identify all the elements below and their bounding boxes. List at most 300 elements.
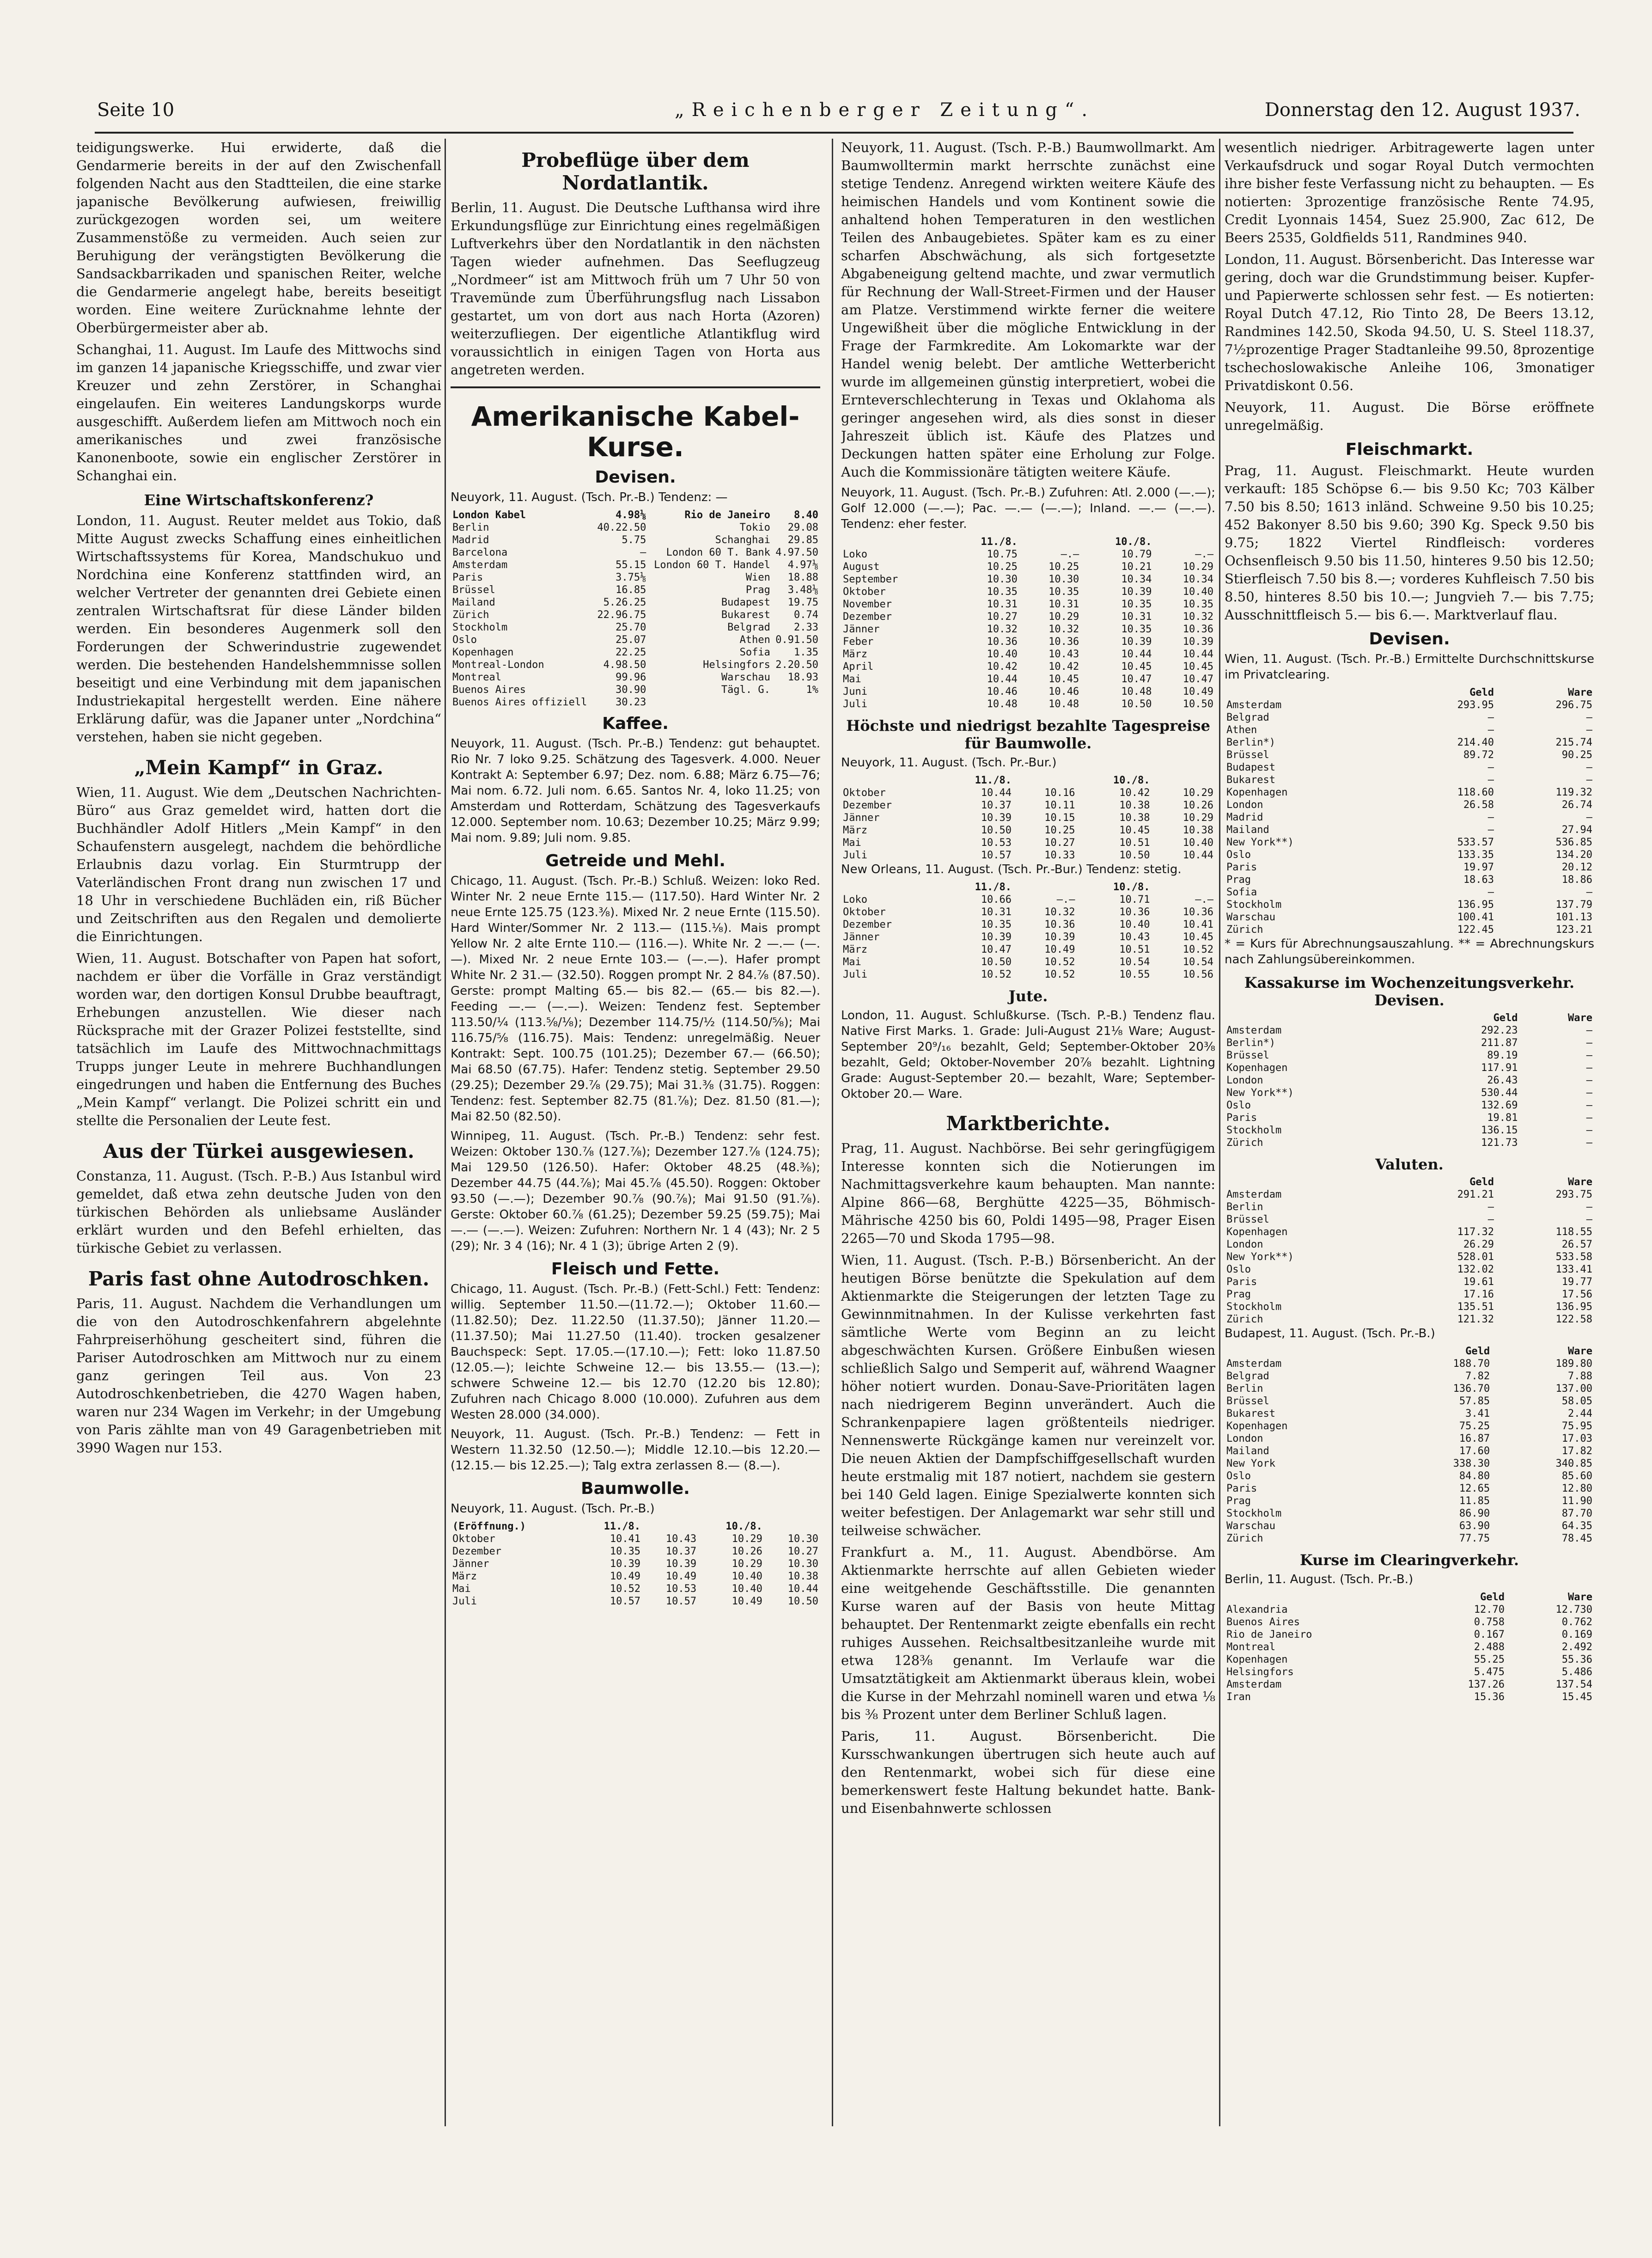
table-cell	[1019, 536, 1081, 548]
table-cell: 10.46	[987, 686, 1018, 698]
table-cell: Brüssel	[1226, 1050, 1269, 1061]
table-cell: Prag	[745, 584, 770, 596]
table-cell: 10.29	[732, 1558, 762, 1570]
table-cell: 10.25	[1044, 825, 1075, 836]
table-cell: 86.90	[1459, 1508, 1490, 1519]
table-cell: 4.98.50	[603, 659, 646, 671]
table-cell: 75.95	[1561, 1420, 1592, 1432]
table-cell	[764, 1520, 820, 1533]
table-cell: —	[1487, 824, 1494, 836]
table-cell: —.—	[1195, 894, 1213, 906]
table-row	[451, 684, 820, 696]
table-cell: Mai	[843, 837, 861, 849]
table-cell: 25.07	[616, 634, 646, 646]
table-row	[451, 571, 820, 584]
table-cell: 10.33	[1044, 850, 1075, 861]
table-row	[1225, 1520, 1594, 1532]
header-rule	[95, 132, 1573, 134]
table-row	[841, 623, 1215, 636]
table-row	[841, 548, 1215, 561]
table-row	[1225, 1666, 1594, 1678]
table-row	[451, 1558, 820, 1570]
table-cell: 133.35	[1457, 849, 1494, 861]
table-cell: 10.44	[1183, 850, 1213, 861]
table-row	[1225, 1358, 1594, 1370]
table-row	[841, 598, 1215, 611]
table-row	[1225, 924, 1594, 936]
table-cell: 10.41	[1183, 919, 1213, 930]
table-cell: Paris	[452, 572, 483, 583]
article-text: Paris, 11. August. Nachdem die Verhandlungen um die von den Autodroschkenfahrern abgelehnte Fahrpreiserhöhung gescheitert sind, führen die Pariser Autodroschken am Mittwoch nur zu einem ganz geringen Teil aus. Von 23 Autodroschkenbetrieben, die 4270 Wagen haben, waren nur 234 Wagen im Verkehr; in der Umgebung von Paris zählte man von 49 Garagenbetrieben mit 3990 Wagen nur 153.	[76, 1296, 441, 1456]
table-cell: 536.85	[1555, 837, 1592, 848]
table-row	[1225, 1591, 1594, 1603]
table-row	[1225, 1263, 1594, 1276]
table-cell	[1013, 881, 1077, 893]
table-row	[451, 634, 820, 646]
table-row	[451, 584, 820, 596]
table-cell: Kopenhagen	[1226, 1420, 1288, 1432]
table-cell: Mailand	[452, 597, 495, 608]
table-row	[1225, 736, 1594, 749]
issue-date: Donnerstag den 12. August 1937.	[1264, 99, 1580, 121]
table-cell: 4.97.50	[775, 547, 818, 558]
article-text: Paris, 11. August. Börsenbericht. Die Kursschwankungen übertrugen sich heute auch auf den Rentenmarkt, wobei sich für diese eine bemerkenswert feste Haltung bekundet hatte. Bank- und Eisenbahnwerte schlossen	[841, 1728, 1215, 1816]
table-cell: 10.39	[1121, 586, 1152, 598]
column-divider	[1219, 139, 1220, 2126]
table-cell: Ware	[1568, 687, 1592, 698]
table-cell: Feber	[843, 636, 874, 648]
table-cell: 136.15	[1481, 1125, 1518, 1136]
table-cell: 19.61	[1463, 1276, 1494, 1288]
table-cell: Jänner	[843, 931, 880, 943]
table-row	[1225, 1532, 1594, 1545]
table-cell: 10.34	[1183, 574, 1213, 585]
table-cell: —	[1487, 812, 1494, 823]
section-heading: Fleischmarkt.	[1345, 440, 1474, 459]
table-row	[841, 648, 1215, 661]
table-cell: 11.85	[1459, 1495, 1490, 1507]
table-row	[1225, 1470, 1594, 1482]
table-cell: 528.01	[1457, 1251, 1494, 1263]
table-cell: 10.43	[1119, 931, 1150, 943]
table-cell: 119.32	[1555, 787, 1592, 798]
table-row	[451, 1570, 820, 1583]
table-cell: New York	[1226, 1458, 1275, 1469]
table-cell: 11./8.	[603, 1521, 641, 1532]
table-cell: 10.40	[987, 649, 1018, 660]
table-cell: Madrid	[1226, 812, 1263, 823]
table-cell: Oslo	[1226, 1264, 1251, 1275]
table-row	[1225, 1288, 1594, 1301]
table-cell: 338.30	[1453, 1458, 1490, 1469]
table-cell: Mai	[843, 956, 861, 968]
table-cell: Stockholm	[452, 622, 508, 633]
table-cell: Juli	[843, 698, 867, 710]
table-cell: November	[843, 599, 892, 610]
table-cell: Athen	[739, 634, 770, 646]
table-cell: 10.45	[1121, 661, 1152, 673]
table-cell: Helsingfors	[703, 659, 770, 671]
table-row	[451, 659, 820, 671]
table-cell: 10.29	[1183, 812, 1213, 824]
report-line: Neuyork, 11. August. (Tsch. Pr.-B.) Tendenz: —	[451, 490, 728, 504]
table-row	[1225, 1176, 1594, 1188]
article-heading: Eine Wirtschaftskonferenz?	[144, 491, 374, 509]
table-cell: Oslo	[1226, 1100, 1251, 1111]
table-cell	[1152, 774, 1215, 787]
article-text: Neuyork, 11. August. Die Börse eröffnete unregelmäßig.	[1225, 399, 1594, 433]
table-row	[1225, 786, 1594, 799]
table-cell: —	[1586, 812, 1592, 823]
table-cell: 78.45	[1561, 1533, 1592, 1544]
table-cell: 10.39	[1121, 636, 1152, 648]
table-cell: 136.70	[1453, 1383, 1490, 1395]
table-cell: 10.75	[987, 549, 1018, 560]
table-row	[1225, 1024, 1594, 1037]
table-cell: Tokio	[739, 522, 770, 533]
table-cell: 0.169	[1561, 1629, 1592, 1640]
table-cell: 135.51	[1457, 1301, 1494, 1313]
table-cell: —	[1586, 1214, 1592, 1225]
table-cell: Tägl. G.	[721, 684, 770, 696]
table-cell: 340.85	[1555, 1458, 1592, 1469]
table-cell: September	[843, 574, 898, 585]
table-row	[1225, 749, 1594, 761]
table-cell: 10.25	[987, 561, 1018, 573]
table-cell: Rio de Janeiro	[684, 509, 770, 521]
table-cell: Stockholm	[1226, 1125, 1282, 1136]
table-cell: 18.86	[1561, 874, 1592, 886]
table-cell: 10.49	[1044, 944, 1075, 955]
table-cell: 55.25	[1474, 1654, 1505, 1665]
table-row	[1225, 1457, 1594, 1470]
article-text: Wien, 11. August. Botschafter von Papen hat sofort, nachdem er über die Vorfälle in Graz verständigt worden war, den dortigen Konsul Drubbe beauftragt, Erhebungen anzustellen. Wie dieser nach Rücksprache mit der Grazer Polizei feststellte, sind tatsächlich im Laufe des Mittwochnachmittags Trupps junger Leute in mehrere Buchhandlungen eingedrungen und haben die Entfernung des Buches „Mein Kampf“ verlangt. Die Polizei schritt ein und stellte die Personalien der Leute fest.	[76, 950, 441, 1128]
table-cell: 10.37	[981, 800, 1012, 811]
table-cell	[1225, 686, 1397, 699]
table-cell: Sofia	[1226, 887, 1257, 898]
table-cell: 121.73	[1481, 1137, 1518, 1149]
table-cell: 10.30	[1049, 574, 1079, 585]
table-cell: 10.32	[1049, 624, 1079, 635]
table-cell: 10.38	[1183, 825, 1213, 836]
table-cell: 10.32	[1183, 611, 1213, 623]
table-cell: Mai	[843, 673, 861, 685]
table-row	[1225, 861, 1594, 874]
table-cell: 211.87	[1481, 1037, 1518, 1049]
column-3	[841, 139, 1215, 2219]
table-cell: —	[1487, 762, 1494, 773]
table-cell: 5.75	[622, 534, 646, 546]
table-row	[841, 673, 1215, 685]
table-cell: —	[1586, 774, 1592, 786]
table-cell: 10.30	[987, 574, 1018, 585]
table-cell: 291.21	[1457, 1189, 1494, 1200]
table-cell: 2.488	[1474, 1641, 1505, 1653]
table-row	[451, 621, 820, 634]
table-row	[841, 931, 1215, 943]
table-cell: 11./8.	[981, 536, 1018, 548]
table-cell: 1.35	[794, 647, 818, 658]
table-cell: 10.51	[1119, 837, 1150, 849]
column-divider	[445, 139, 446, 2126]
table-cell: Amsterdam	[452, 559, 508, 571]
report-text: Chicago, 11. August. (Tsch. Pr.-B.) (Fett-Schl.) Fett: Tendenz: willig. September 11.50.—(11.72.—); Oktober 11.60.—(11.82.50); Dez. 11.22.50 (11.37.50); Jänner 11.20.—(11.37.50); Mai 11.27.50 (11.40). trocken gesalzener Bauchspeck: Sept. 17.05.—(17.10.—); Fett: loko 11.87.50 (12.05.—); leichte Schweine 12.— bis 13.55.— (13.—); schwere Schweine 12.— bis 12.70 (12.20 bis 12.80); Zufuhren nach Chicago 8.000 (10.000). Zufuhren aus dem Westen 28.000 (34.000).	[451, 1282, 820, 1422]
table-row	[451, 546, 820, 559]
table-row	[1225, 1691, 1594, 1703]
article-heading: „Mein Kampf“ in Graz.	[134, 756, 384, 779]
table-row	[1225, 1276, 1594, 1288]
table-cell: 26.58	[1463, 799, 1494, 811]
table-cell: 10.43	[1049, 649, 1079, 660]
table-row	[1225, 1395, 1594, 1407]
table-cell	[772, 696, 820, 709]
section-heading: Kurse im Clearingverkehr.	[1300, 1551, 1519, 1569]
table-cell: Barcelona	[452, 547, 508, 558]
table-cell: Iran	[1226, 1691, 1251, 1703]
table-cell: 89.72	[1463, 749, 1494, 761]
table-cell: Ware	[1568, 1346, 1592, 1357]
table-cell: 10.31	[987, 599, 1018, 610]
table-cell: Jänner	[843, 812, 880, 824]
table-cell: —	[1487, 887, 1494, 898]
table-cell: Bukarest	[1226, 1408, 1275, 1420]
table-cell: April	[843, 661, 874, 673]
table-row	[1225, 1628, 1594, 1641]
article-text: Berlin, 11. August. Die Deutsche Lufthansa wird ihre Erkundungsflüge zur Einrichtung eines regelmäßigen Luftverkehrs über den Nordatlantik in den nächsten Tagen wieder aufnehmen. Das Seeflugzeug „Nordmeer“ ist am Mittwoch früh um 7 Uhr 50 von Travemünde zum Überführungsflug nach Lissabon gestartet, um von dort aus nach Horta (Azoren) weiterzufliegen. Der eigentliche Atlantikflug wird voraussichtlich in einigen Tagen von Horta aus angetreten werden.	[451, 200, 820, 378]
table-cell: 10.42	[987, 661, 1018, 673]
table-cell: Ware	[1568, 1176, 1592, 1188]
table-cell: 26.29	[1463, 1239, 1494, 1250]
table-cell: 10.31	[1121, 611, 1152, 623]
table-cell: Zürich	[1226, 1533, 1263, 1544]
table-row	[841, 837, 1215, 849]
table-row	[841, 611, 1215, 623]
table-cell: 16.85	[616, 584, 646, 596]
table-row	[451, 559, 820, 571]
table-cell: 30.23	[616, 697, 646, 708]
table-cell: 10.16	[1044, 787, 1075, 799]
table-cell: 10.36	[1183, 624, 1213, 635]
table-cell: 215.74	[1555, 737, 1592, 748]
table-row	[1225, 1012, 1594, 1024]
table-cell: 12.730	[1555, 1604, 1592, 1615]
table-cell: 10.35	[610, 1546, 641, 1557]
table-row	[1225, 799, 1594, 811]
table-cell: 134.20	[1555, 849, 1592, 861]
table-row	[1225, 1445, 1594, 1457]
table-cell: 0.74	[794, 609, 818, 621]
table-cell: 12.70	[1474, 1604, 1505, 1615]
table-row	[1225, 1301, 1594, 1313]
table-cell: Geld	[1465, 1346, 1490, 1357]
table-cell: Kopenhagen	[452, 647, 514, 658]
table-row	[1225, 1049, 1594, 1062]
table-cell: 10.29	[1049, 611, 1079, 623]
table-cell: 10.50	[1119, 850, 1150, 861]
table-cell: Oslo	[1226, 1470, 1251, 1482]
article-text: Schanghai, 11. August. Im Laufe des Mittwochs sind im ganzen 14 japanische Kriegsschiffe, und zwar vier Kreuzer und zehn Zerstörer, in Schanghai eingelaufen. Ein weiteres Landungskorps wurde ausgeschifft. Außerdem liefen am Mittwoch noch ein amerikanisches und zwei französische Kanonenboote, sowie ein englischer Zerstörer in Schanghai ein.	[76, 342, 441, 483]
table-row	[841, 573, 1215, 586]
table-cell: 132.69	[1481, 1100, 1518, 1111]
table-row	[841, 824, 1215, 837]
table-cell: Amsterdam	[1226, 1025, 1282, 1036]
table-cell: Brüssel	[1226, 1395, 1269, 1407]
table-cell: London	[1226, 1075, 1263, 1086]
table-row	[841, 536, 1215, 548]
table-row	[841, 893, 1215, 906]
article-text: Wien, 11. August. (Tsch. P.-B.) Börsenbericht. An der heutigen Börse benützte die Spekulation auf dem Aktienmarkte die Steigerungen der letzten Tage zu Gewinnmitnahmen. In der Kulisse verkehrten fast sämtliche Werte vom Beginn an zu leicht abgeschwächten Kursen. Größere Einbußen wiesen schließlich Salgo und Semperit auf, während Waagner höher notiert wurden. Donau-Save-Prioritäten lagen nach niedrigerem Beginn unverändert. Auch die Schrankenpapiere lagen größtenteils niedriger. Nennenswerte Rückgänge kamen nur vereinzelt vor. Die neuen Aktien der Dampfschiffgesellschaft wurden heute erstmalig mit 187 notiert, nachdem sie gestern bei 140 Geld lagen. Einige Spezialwerte konnten sich weiter befestigen. Der Anlagemarkt war sehr still und teilweise schwächer.	[841, 1252, 1215, 1538]
table-row	[1225, 886, 1594, 899]
table-cell: 22.25	[616, 647, 646, 658]
table-cell: 10.50	[981, 825, 1012, 836]
table-cell: 10.30	[787, 1558, 818, 1570]
table-cell: —	[1586, 1125, 1592, 1136]
table-cell: 16.87	[1459, 1433, 1490, 1444]
table-cell: 2.20.50	[775, 659, 818, 671]
table-row	[1225, 1062, 1594, 1074]
table-row	[841, 968, 1215, 981]
table-cell: 293.75	[1555, 1189, 1592, 1200]
table-cell: 75.25	[1459, 1420, 1490, 1432]
table-cell: 17.16	[1463, 1289, 1494, 1300]
table-row	[1225, 1383, 1594, 1395]
table-cell: Amsterdam	[1226, 1358, 1282, 1370]
table-row	[451, 1583, 820, 1595]
section-heading: Devisen.	[1369, 630, 1450, 649]
table-cell: 10.49	[1183, 686, 1213, 698]
table-cell: Geld	[1493, 1012, 1518, 1024]
table-row	[1225, 724, 1594, 736]
table-cell: 11.90	[1561, 1495, 1592, 1507]
table-row	[841, 586, 1215, 598]
article-text: Prag, 11. August. Fleischmarkt. Heute wurden verkauft: 185 Schöpse 6.— bis 9.50 Kc; 703 Kälber 7.50 bis 8.50; 1613 inländ. Schweine 9.50 bis 10.25; 452 Bakonyer 8.50 bis 9.60; 390 Kg. Speck 9.50 bis 9.75; 1822 Viertel Rindfleisch: vorderes Ochsenfleisch 9.50 bis 11.50, hinteres 9.50 bis 12.50; Stierfleisch 7.50 bis 8.—; vorderes Kuhfleisch 7.50 bis 8.50, hinteres 8.50 bis 10.—; Jungvieh 7.— bis 7.75; Ausschnittfleisch 5.— bis 6.—. Marktverlauf flau.	[1225, 463, 1594, 623]
table-cell: 40.22.50	[597, 522, 646, 533]
table-row	[841, 636, 1215, 648]
table-cell: 10.44	[981, 787, 1012, 799]
article-text: Wien, 11. August. Wie dem „Deutschen Nachrichten-Büro“ aus Graz gemeldet wird, hatten dort die Buchhändler Adolf Hitlers „Mein Kampf“ in den Schaufenstern ausgelegt, nachdem die behördliche Erlaubnis dazu vorlag. Ein Sturmtrupp der Vaterländischen Front drang nun zwischen 17 und 18 Uhr in verschiedene Buchläden ein, riß Bücher und Zeitschriften aus den Regalen und demolierte die Einrichtungen.	[76, 784, 441, 944]
table-cell: New York**)	[1226, 1251, 1294, 1263]
table-cell: 10.39	[1044, 931, 1075, 943]
table-row	[1225, 1112, 1594, 1124]
table-cell: 10.34	[1121, 574, 1152, 585]
table-cell: Juli	[452, 1596, 477, 1607]
table-cell: 0.758	[1474, 1616, 1505, 1628]
table-row	[841, 956, 1215, 968]
table-cell: 10.27	[787, 1546, 818, 1557]
table-cell: London	[1226, 799, 1263, 811]
table-row	[451, 1533, 820, 1545]
section-heading: Getreide und Mehl.	[545, 851, 725, 870]
section-heading: Devisen.	[595, 468, 676, 487]
table-cell: Ware	[1568, 1591, 1592, 1603]
table-cell: 55.36	[1561, 1654, 1592, 1665]
table-cell: 10.53	[981, 837, 1012, 849]
table-cell	[1225, 1345, 1389, 1358]
table-row	[1225, 1124, 1594, 1137]
table-cell: 10.45	[1183, 661, 1213, 673]
table-cell: 17.03	[1561, 1433, 1592, 1444]
table-cell: 10.39	[1183, 636, 1213, 648]
table-row	[1225, 1370, 1594, 1383]
table-cell: Schanghai	[715, 534, 770, 546]
table-row	[451, 521, 820, 534]
table-row	[1225, 899, 1594, 911]
table-cell: —	[1586, 1075, 1592, 1086]
table-cell: —	[1586, 1037, 1592, 1049]
table-cell: Stockholm	[1226, 1301, 1282, 1313]
table-cell: —	[640, 547, 646, 558]
table-row	[1225, 824, 1594, 836]
article-text: Frankfurt a. M., 11. August. Abendbörse. Am Aktienmarkte herrschte auf allen Gebieten wieder eine weitgehende Geschäftsstille. Die genannten Kurse waren auf der Basis von heute Mittag behauptet. Der Rentenmarkt zeigte ebenfalls ein recht ruhiges Aussehen. Reichsaltbesitzanleihe wurde mit etwa 128⅜ genannt. Im Verlaufe war die Umsatztätigkeit am Aktienmarkt überaus klein, wobei die Kurse in der Mehrzahl nominell waren und etwa ⅛ bis ⅜ Prozent unter dem Berliner Schluß lagen.	[841, 1544, 1215, 1722]
report-text: Winnipeg, 11. August. (Tsch. Pr.-B.) Tendenz: sehr fest. Weizen: Oktober 130.⅞ (127.⅞); Dezember 127.⅞ (124.75); Mai 129.50 (126.50). Hafer: Oktober 48.25 (48.⅜); Dezember 44.75 (44.⅞); Mai 45.⅞ (45.50). Roggen: Oktober 93.50 (—.—); Dezember 90.⅞ (90.⅞); Mai 91.50 (91.⅞). Gerste: Oktober 60.⅞ (61.25); Dezember 59.25 (59.75); Mai —.— (—.—). Weizen: Zufuhren: Northern Nr. 1 4 (43); Nr. 2 5 (29); Nr. 3 4 (16); Nr. 4 1 (3); übrige Arten 2 (9).	[451, 1129, 820, 1253]
footnote: * = Kurs für Abrechnungsauszahlung. ** = Abrechnungskurs nach Zahlungsübereinkommen.	[1225, 937, 1594, 967]
table-cell: 10.56	[1183, 969, 1213, 980]
table-cell: 10.44	[787, 1583, 818, 1595]
table-cell	[1225, 1012, 1413, 1024]
table-cell: 117.91	[1481, 1062, 1518, 1074]
table-cell: Prag	[1226, 1289, 1251, 1300]
table-cell: —.—	[1195, 549, 1213, 560]
report-line: Budapest, 11. August. (Tsch. Pr.-B.)	[1225, 1327, 1435, 1340]
table-cell: Brüssel	[1226, 1214, 1269, 1225]
table-cell: Brüssel	[1226, 749, 1269, 761]
table-cell: Berlin	[1226, 1383, 1263, 1395]
table-cell: 121.32	[1457, 1314, 1494, 1325]
table-cell: Geld	[1480, 1591, 1505, 1603]
table-cell: —	[1487, 774, 1494, 786]
table-cell: 18.63	[1463, 874, 1494, 886]
table-cell: 17.56	[1561, 1289, 1592, 1300]
table-cell: Berlin	[1226, 1201, 1263, 1213]
table-cell: Paris	[1226, 1483, 1257, 1494]
article-text: Neuyork, 11. August. (Tsch. P.-B.) Baumwollmarkt. Am Baumwolltermin markt herrschte zunächst eine stetige Tendenz. Anregend wirkten weitere Käufe des heimischen Handels und vom Kontinent sowie die anhaltend hohen Temperaturen in den westlichen Teilen des Anbaugebietes. Später kam es zu einer scharfen Abschwächung, als sich fortgesetzte Abgabeneigung geltend machte, und zwar vermutlich für Rechnung der Wall-Street-Firmen und der Hauser am Platze. Verstimmend wirkte ferner die weitere Ungewißheit über die mögliche Entwicklung in der Frage der Farmkredite. Am Lokomarkte war der Handel wenig belebt. Der amtliche Wetterbericht wurde im allgemeinen günstig interpretiert, wobei die Ernteverschlechterung in Texas und Oklahoma als geringer angesehen wird, als dies sonst in dieser Jahreszeit üblich ist. Käufe des Platzes und Deckungen hatten später eine Erholung zur Folge. Auch die Kommissionäre tätigten weitere Käufe.	[841, 140, 1215, 480]
section-heading: Valuten.	[1375, 1156, 1444, 1173]
table-cell: Oslo	[1226, 849, 1251, 861]
table-cell: 118.60	[1457, 787, 1494, 798]
table-cell: —	[1586, 887, 1592, 898]
table-cell: 90.25	[1561, 749, 1592, 761]
table-cell: —	[1586, 1100, 1592, 1111]
table-cell: 10.35	[1049, 586, 1079, 598]
table-cell: 10.45	[1183, 931, 1213, 943]
table-cell: 10.26	[1183, 800, 1213, 811]
table-cell: 10.46	[1049, 686, 1079, 698]
table-cell: Paris	[1226, 1112, 1257, 1124]
table-cell: 10.11	[1044, 800, 1075, 811]
table-cell	[841, 774, 939, 787]
table-row	[1225, 711, 1594, 724]
table-row	[451, 696, 820, 709]
table-cell: 10.44	[1121, 649, 1152, 660]
table-row	[1225, 1616, 1594, 1628]
table-cell: 2.492	[1561, 1641, 1592, 1653]
table-cell: Budapest	[721, 597, 770, 608]
table-row	[1225, 1507, 1594, 1520]
table-cell: 10.36	[1044, 919, 1075, 930]
table-cell: 26.74	[1561, 799, 1592, 811]
cotton-table	[841, 536, 1215, 710]
table-cell: Wien	[745, 572, 770, 583]
table-cell: 10.37	[665, 1546, 697, 1557]
table-row	[1225, 1251, 1594, 1263]
table-cell: 137.00	[1555, 1383, 1592, 1395]
table-row	[841, 774, 1215, 787]
table-cell: Oktober	[843, 787, 886, 799]
table-cell: 7.82	[1465, 1371, 1490, 1382]
table-cell: 533.57	[1457, 837, 1494, 848]
table-cell: August	[843, 561, 880, 573]
table-cell: Buenos Aires	[1226, 1616, 1300, 1628]
